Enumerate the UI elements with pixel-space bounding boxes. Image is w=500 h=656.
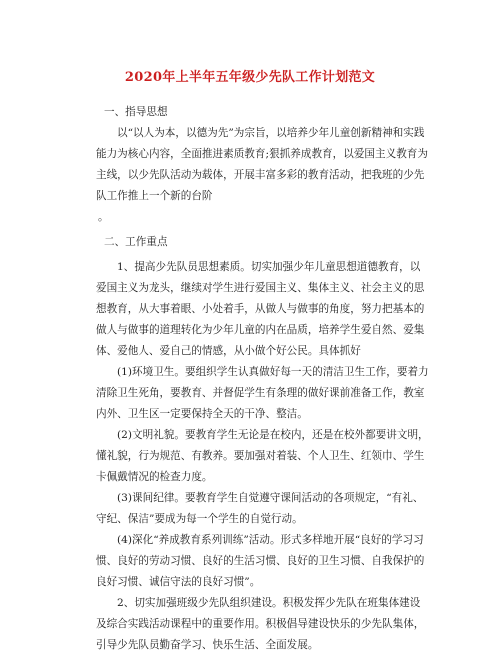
work-focus-point-1: 1、提高少先队员思想素质。切实加强少年儿童思想道德教育，以爱国主义为龙头，继续对学生进行爱国主义、集体主义、社会主义的思想教育，从大事着眼、小处着手，从做人与做事的角度，努力把基本的做人与做事的道理转化为少年儿童的内在品质，培养学生爱自然、爱集体、爱他人、爱自己的情感，从小做个好公民。具体抓好 xyxy=(96,261,425,357)
guiding-ideology-paragraph: 以“以人为本，以德为先”为宗旨，以培养少年儿童创新精神和实践能力为核心内容，全面推进素质教育;狠抓养成教育，以爱国主义教育为主线，以少先队活动为载体，开展丰富多彩的教育活动，把我班的少先队工作推上一个新的台阶 xyxy=(96,127,428,202)
paragraph-trailing-dot: 。 xyxy=(98,211,109,223)
section-heading-work-focus: 二、工作重点 xyxy=(104,236,168,248)
list-item-courtesy: (2)文明礼貌。要教育学生无论是在校内，还是在校外都要讲文明，懂礼貌，行为规范、有教养。要加强对着装、个人卫生、红领巾、学生卡佩戴情况的检查力度。 xyxy=(96,429,429,483)
work-focus-point-2: 2、切实加强班级少先队组织建设。积极发挥少先队在班集体建设及综合实践活动课程中的重要作用。积极倡导建设快乐的少先队集体，引导少先队员勤奋学习、快乐生活、全面发展。 xyxy=(96,597,425,651)
document-body xyxy=(96,102,430,656)
document-title: 2020年上半年五年级少先队工作计划范文 xyxy=(124,70,376,85)
list-item-habit-training: (4)深化“养成教育系列训练”活动。形式多样地开展“良好的学习习惯、良好的劳动习惯、良好的生活习惯、良好的卫生习惯、自我保护的良好习惯、诚信守法的良好习惯”。 xyxy=(96,534,425,588)
section-heading-guiding-ideology: 一、指导思想 xyxy=(104,106,168,118)
list-item-environment: (1)环境卫生。要组织学生认真做好每一天的清洁卫生工作，要着力清除卫生死角，要教育、并督促学生有条理的做好课前准备工作，教室内外、卫生区一定要保持全天的干净、整洁。 xyxy=(96,366,429,420)
list-item-break-discipline: (3)课间纪律。要教育学生自觉遵守课间活动的各项规定，“有礼、守纪、保洁”要成为每一个学生的自觉行动。 xyxy=(96,492,424,525)
